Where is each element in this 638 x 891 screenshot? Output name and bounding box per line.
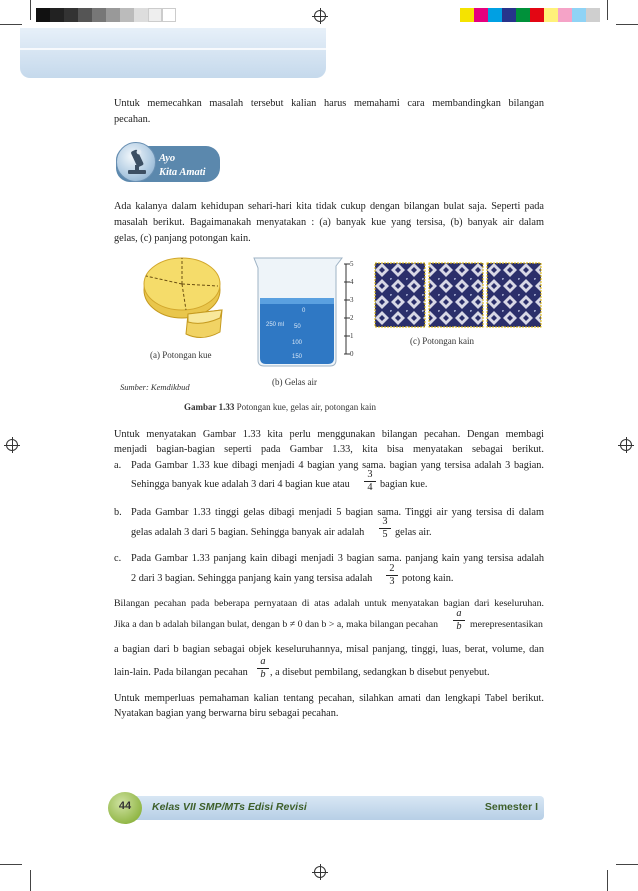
item-a-line-2-before: Sehingga banyak kue adalah 3 dari 4 bagian kue atau — [131, 479, 350, 490]
header-band — [20, 28, 326, 78]
book-title: Kelas VII SMP/MTs Edisi Revisi — [152, 801, 307, 813]
figure-source: Sumber: Kemdikbud — [120, 382, 190, 392]
svg-text:0: 0 — [302, 308, 306, 314]
semester-label: Semester I — [484, 801, 538, 813]
figure-caption-label: Gambar 1.33 — [184, 402, 235, 412]
svg-text:150: 150 — [292, 354, 303, 360]
para3-line-2-after: merepresentasikan — [470, 619, 543, 630]
scale-tick-5: 5 — [350, 260, 354, 268]
item-a-line-2-after: bagian kue. — [380, 479, 428, 490]
registration-mark-right — [620, 439, 632, 451]
page-number: 44 — [118, 800, 132, 812]
para3-fraction-denominator: b — [456, 621, 462, 632]
registration-mark-top — [314, 10, 326, 22]
kita-amati-label: Kita Amati — [159, 167, 206, 178]
item-c-line-2-before: 2 dari 3 bagian. Sehingga panjang kain yang tersisa adalah — [131, 573, 373, 584]
item-b-fraction — [379, 516, 391, 541]
glass-caption: (b) Gelas air — [272, 377, 317, 387]
item-a-numerator: 3 — [364, 469, 376, 482]
cake-caption: (a) Potongan kue — [150, 350, 212, 360]
item-c-denominator: 3 — [389, 576, 395, 587]
scale-tick-0: 0 — [350, 350, 354, 358]
para1-line-2: masalah berikut. Bagaimanakah menyatakan : (a) banyak kue yang tersisa, (b) banyak air dalam — [114, 217, 544, 228]
microscope-icon — [116, 142, 156, 182]
item-b-numerator: 3 — [379, 516, 391, 529]
glass-scale — [344, 262, 364, 358]
item-b-line-1: Pada Gambar 1.33 tinggi gelas dibagi menjadi 5 bagian sama. Tinggi air yang tersisa di dalam — [131, 507, 544, 518]
para1-line-3: gelas, (c) panjang potongan kain. — [114, 233, 251, 244]
scale-tick-4: 4 — [350, 278, 354, 286]
cloth-illustration — [374, 262, 542, 328]
para3-fraction-2-numerator: a — [257, 656, 269, 669]
para3-line-3: a bagian dari b bagian sebagai objek keseluruhannya, misal panjang, tinggi, luas, berat, volume, dan — [114, 644, 544, 655]
para1-line-1: Ada kalanya dalam kehidupan sehari-hari kita tidak cukup dengan bilangan bulat saja. Seperti pada — [114, 201, 544, 212]
intro-line-2: pecahan. — [114, 114, 151, 125]
svg-text:100: 100 — [292, 340, 303, 346]
item-c-marker: c. — [114, 553, 122, 564]
scale-tick-3: 3 — [350, 296, 354, 304]
item-c-line-2-after: potong kain. — [402, 573, 454, 584]
para2-line-2: menjadi bagian-bagian seperti pada Gambar 1.33, kita bisa menyatakan sebagai berikut. — [114, 444, 544, 455]
item-a-denominator: 4 — [367, 482, 373, 493]
item-a-line-1: Pada Gambar 1.33 kue dibagi menjadi 4 bagian yang sama. bagian yang tersisa adalah 3 bagian. — [131, 460, 544, 471]
figure-caption — [184, 402, 376, 412]
para3-line-2-before: Jika a dan b adalah bilangan bulat, dengan b ≠ 0 dan b > a, maka bilangan pecahan — [114, 619, 439, 630]
item-b-line-2-after: gelas air. — [395, 527, 432, 538]
para3-fraction — [453, 608, 465, 633]
para3-line-4-before: lain-lain. Pada bilangan pecahan — [114, 667, 248, 678]
svg-text:250 ml: 250 ml — [266, 322, 285, 328]
cloth-caption: (c) Potongan kain — [410, 336, 474, 346]
scale-tick-2: 2 — [350, 314, 354, 322]
para4-line-2: Nyatakan bagian yang berwarna biru sebagai pecahan. — [114, 708, 339, 719]
ayo-label: Ayo — [159, 153, 176, 164]
item-c-line-1: Pada Gambar 1.33 panjang kain dibagi menjadi 3 bagian sama. panjang kain yang tersisa adalah — [131, 553, 544, 564]
figure-caption-text: Potongan kue, gelas air, potongan kain — [236, 402, 376, 412]
item-b-line-2-before: gelas adalah 3 dari 5 bagian. Sehingga banyak air adalah — [131, 527, 365, 538]
para3-fraction-2 — [257, 656, 269, 681]
para3-line-1: Bilangan pecahan pada beberapa pernyataan di atas adalah untuk menyatakan bagian dari keseluruhan. — [114, 598, 544, 609]
item-c-fraction — [386, 563, 398, 588]
item-b-denominator: 5 — [382, 529, 388, 540]
item-c-numerator: 2 — [386, 563, 398, 576]
beaker-illustration — [248, 254, 348, 368]
para4-line-1: Untuk memperluas pemahaman kalian tentang pecahan, silahkan amati dan lengkapi Tabel berikut. — [114, 693, 544, 704]
para3-fraction-2-denominator: b — [260, 669, 266, 680]
item-a-marker: a. — [114, 460, 122, 471]
para2-line-1: Untuk menyatakan Gambar 1.33 kita perlu menggunakan bilangan pecahan. Dengan membagi — [114, 429, 544, 440]
cake-illustration — [140, 252, 230, 344]
item-a-fraction — [364, 469, 376, 494]
intro-line-1: Untuk memecahkan masalah tersebut kalian harus memahami cara membandingkan bilangan — [114, 98, 544, 109]
registration-mark-bottom — [314, 866, 326, 878]
scale-tick-1: 1 — [350, 332, 354, 340]
svg-text:50: 50 — [294, 324, 301, 330]
item-b-marker: b. — [114, 507, 122, 518]
para3-fraction-numerator: a — [453, 608, 465, 621]
para3-line-4-after: , a disebut pembilang, sedangkan b disebut penyebut. — [270, 667, 490, 678]
registration-mark-left — [6, 439, 18, 451]
